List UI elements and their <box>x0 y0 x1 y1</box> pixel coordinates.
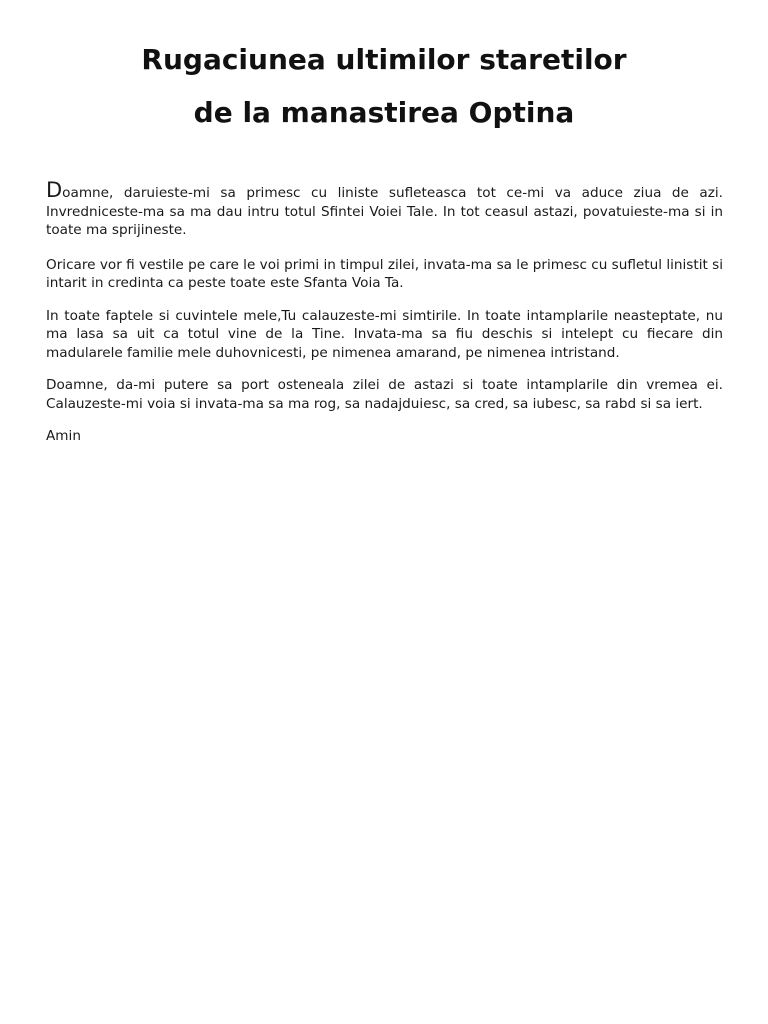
paragraph-3: In toate faptele si cuvintele mele,Tu calauzeste-mi simtirile. In toate intamplarile neasteptate, nu ma lasa sa uit ca totul vine de la Tine. Invata-ma sa fiu deschis si intelept cu fiecare din madularele familie mele duhovnicesti, pe nimenea amarand, pe nimenea intristand. <box>46 307 723 361</box>
title-line-2: de la manastirea Optina <box>193 96 575 129</box>
title-line-1: Rugaciunea ultimilor staretilor <box>141 43 627 76</box>
paragraph-1-text: oamne, daruieste-mi sa primesc cu liniste sufleteasca tot ce-mi va aduce ziua de azi. Invredniceste-ma sa ma dau intru totul Sfintei Voiei Tale. In tot ceasul astazi, povatuieste-ma si in toate ma sprijineste. <box>46 185 723 238</box>
drop-cap-initial: D <box>46 178 63 202</box>
paragraph-1 <box>46 178 723 240</box>
paragraph-4: Doamne, da-mi putere sa port osteneala zilei de astazi si toate intamplarile din vremea ei. Calauzeste-mi voia si invata-ma sa ma rog, sa nadajduiesc, sa cred, sa iubesc, sa rabd si sa iert. <box>46 377 723 412</box>
prayer-body <box>46 178 723 446</box>
paragraph-2: Oricare vor fi vestile pe care le voi primi in timpul zilei, invata-ma sa le primesc cu sufletul linistit si intarit in credinta ca peste toate este Sfanta Voia Ta. <box>46 256 723 291</box>
closing-amen: Amin <box>46 428 81 444</box>
